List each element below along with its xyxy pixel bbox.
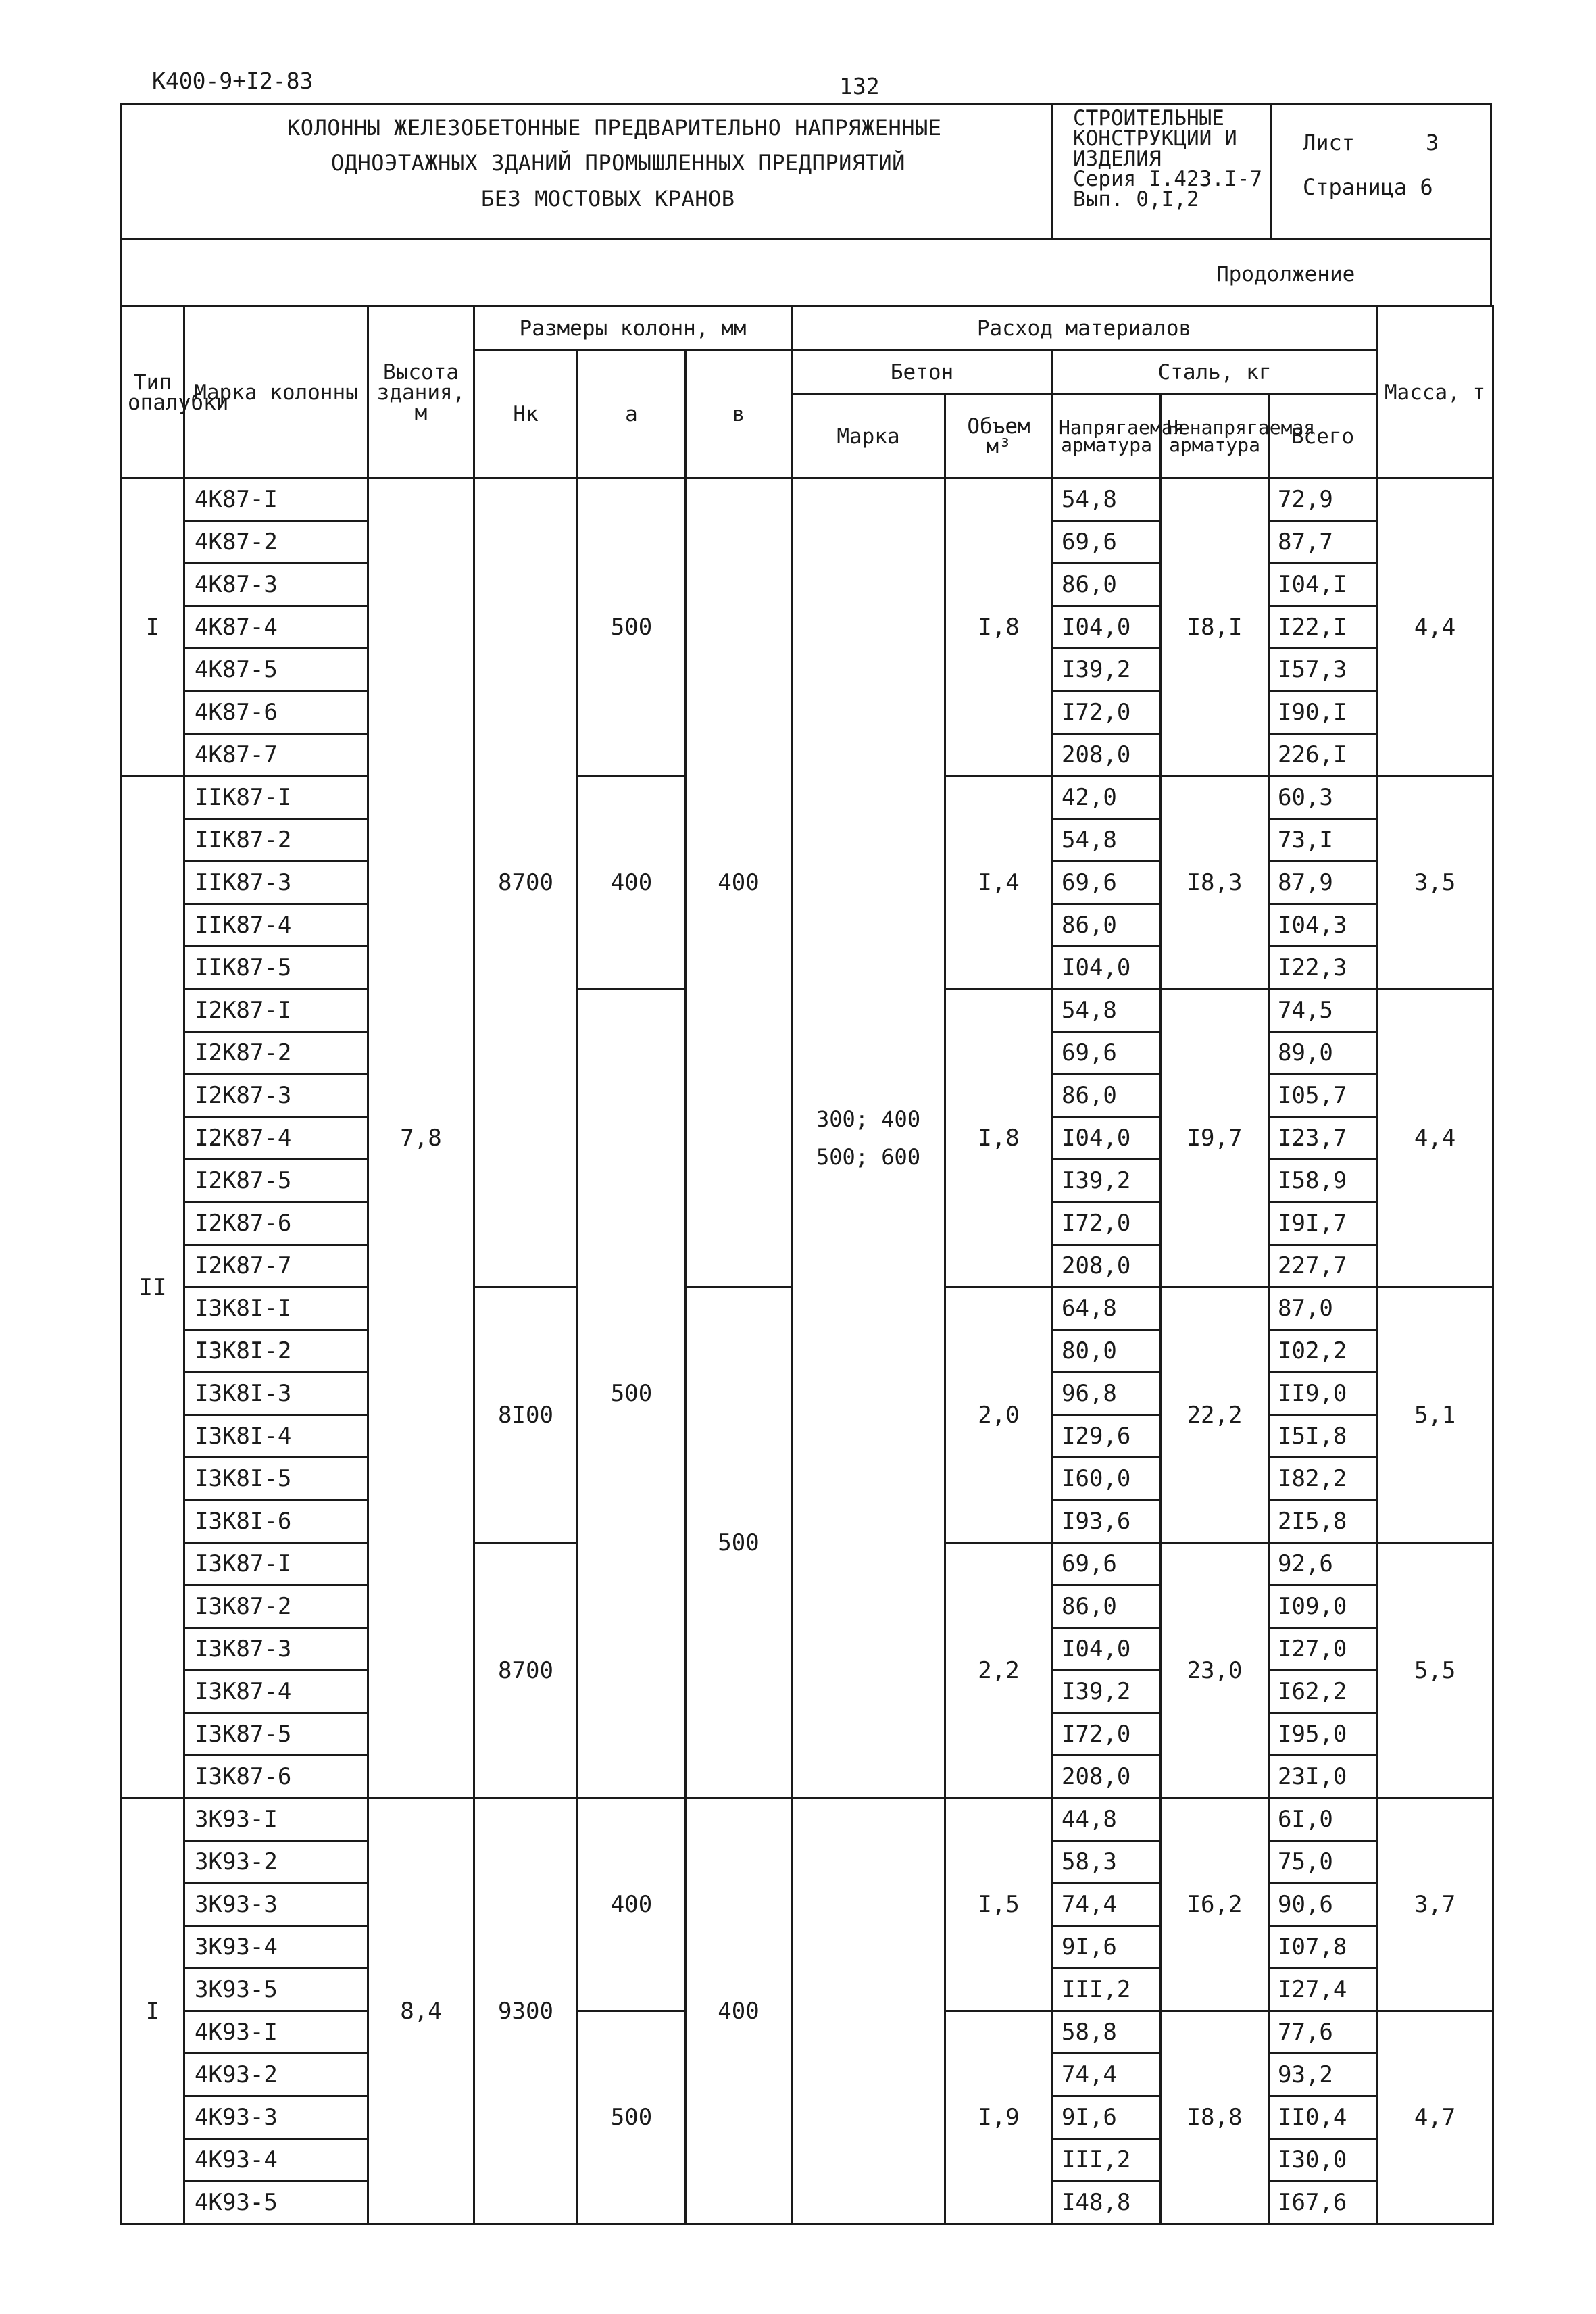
- dim-a-cell: 500: [578, 2011, 686, 2224]
- total-steel-cell: 227,7: [1269, 1245, 1377, 1287]
- total-steel-cell: 226,I: [1269, 734, 1377, 777]
- total-steel-cell: I22,I: [1269, 606, 1377, 649]
- column-mark-cell: 3К93-3: [184, 1884, 368, 1926]
- total-steel-cell: 90,6: [1269, 1884, 1377, 1926]
- column-mark-cell: I3К87-6: [184, 1756, 368, 1798]
- column-mark-cell: 3К93-5: [184, 1969, 368, 2011]
- columns-table: [120, 305, 1494, 2225]
- mass-cell: 3,7: [1377, 1798, 1493, 2011]
- prestressed-steel-cell: 96,8: [1053, 1373, 1161, 1415]
- column-mark-cell: 4К93-5: [184, 2182, 368, 2224]
- column-mark-cell: I3К8I-5: [184, 1458, 368, 1500]
- column-mark-cell: I3К87-5: [184, 1713, 368, 1756]
- col-total-header: Всего: [1269, 395, 1377, 478]
- column-mark-cell: I2К87-3: [184, 1075, 368, 1117]
- total-steel-cell: 2I5,8: [1269, 1500, 1377, 1543]
- header-divider-2: [1270, 103, 1272, 239]
- nonprestressed-steel-cell: I8,8: [1161, 2011, 1269, 2224]
- column-mark-cell: 4К87-6: [184, 691, 368, 734]
- building-height-cell: 8,4: [368, 1798, 474, 2224]
- prestressed-steel-cell: 208,0: [1053, 734, 1161, 777]
- page-number: 132: [839, 73, 880, 99]
- col-type-header: Тип опалубки: [122, 307, 184, 478]
- prestressed-steel-cell: I39,2: [1053, 1671, 1161, 1713]
- total-steel-cell: 89,0: [1269, 1032, 1377, 1075]
- mass-cell: 4,7: [1377, 2011, 1493, 2224]
- col-nonprestressed-header: Ненапрягаемая арматура: [1161, 395, 1269, 478]
- formwork-type-cell: II: [122, 777, 184, 1798]
- prestressed-steel-cell: 74,4: [1053, 1884, 1161, 1926]
- document-code: К400-9+I2-83: [152, 68, 314, 94]
- hk-cell: 8700: [474, 478, 578, 1287]
- col-height-header: Высота здания, м: [368, 307, 474, 478]
- prestressed-steel-cell: 9I,6: [1053, 2096, 1161, 2139]
- prestressed-steel-cell: 64,8: [1053, 1287, 1161, 1330]
- concrete-volume-cell: I,5: [945, 1798, 1053, 2011]
- prestressed-steel-cell: 58,3: [1053, 1841, 1161, 1884]
- total-steel-cell: I95,0: [1269, 1713, 1377, 1756]
- col-volume-header: Объем м³: [945, 395, 1053, 478]
- header-divider-1: [1051, 103, 1053, 239]
- column-mark-cell: 4К87-3: [184, 564, 368, 606]
- concrete-grade-cell: 300; 400 500; 600: [792, 478, 945, 1798]
- total-steel-cell: I57,3: [1269, 649, 1377, 691]
- mass-cell: 5,5: [1377, 1543, 1493, 1798]
- total-steel-cell: 74,5: [1269, 989, 1377, 1032]
- total-steel-cell: 77,6: [1269, 2011, 1377, 2054]
- dim-a-cell: 500: [578, 989, 686, 1798]
- prestressed-steel-cell: III,2: [1053, 2139, 1161, 2182]
- prestressed-steel-cell: 54,8: [1053, 478, 1161, 521]
- nonprestressed-steel-cell: I9,7: [1161, 989, 1269, 1287]
- column-mark-cell: I2К87-2: [184, 1032, 368, 1075]
- mass-cell: 3,5: [1377, 777, 1493, 989]
- prestressed-steel-cell: 69,6: [1053, 1032, 1161, 1075]
- total-steel-cell: I30,0: [1269, 2139, 1377, 2182]
- column-mark-cell: 3К93-2: [184, 1841, 368, 1884]
- total-steel-cell: I04,3: [1269, 904, 1377, 947]
- column-mark-cell: I2К87-5: [184, 1160, 368, 1202]
- prestressed-steel-cell: 42,0: [1053, 777, 1161, 819]
- column-mark-cell: IIК87-5: [184, 947, 368, 989]
- nonprestressed-steel-cell: I8,3: [1161, 777, 1269, 989]
- col-mass-header: Масса, т: [1377, 307, 1493, 478]
- column-mark-cell: 4К93-3: [184, 2096, 368, 2139]
- mass-cell: 5,1: [1377, 1287, 1493, 1543]
- prestressed-steel-cell: I04,0: [1053, 606, 1161, 649]
- dim-a-cell: 400: [578, 1798, 686, 2011]
- column-mark-cell: 3К93-4: [184, 1926, 368, 1969]
- sheet-label: Лист: [1303, 130, 1355, 155]
- total-steel-cell: 6I,0: [1269, 1798, 1377, 1841]
- prestressed-steel-cell: 86,0: [1053, 904, 1161, 947]
- series-box: СТРОИТЕЛЬНЫЕ КОНСТРУКЦИИ И ИЗДЕЛИЯ Серия I.423.I-7 Вып. 0,I,2: [1073, 106, 1262, 212]
- band-left-border: [120, 238, 122, 307]
- total-steel-cell: 92,6: [1269, 1543, 1377, 1585]
- column-mark-cell: 4К87-7: [184, 734, 368, 777]
- dim-a-cell: 500: [578, 478, 686, 777]
- mass-cell: 4,4: [1377, 989, 1493, 1287]
- prestressed-steel-cell: 208,0: [1053, 1245, 1161, 1287]
- column-mark-cell: I3К8I-2: [184, 1330, 368, 1373]
- nonprestressed-steel-cell: I6,2: [1161, 1798, 1269, 2011]
- hk-cell: 8700: [474, 1543, 578, 1798]
- table-header-row: [122, 307, 1493, 351]
- col-mark-header: Марка колонны: [184, 307, 368, 478]
- mass-cell: 4,4: [1377, 478, 1493, 777]
- column-mark-cell: I3К87-2: [184, 1585, 368, 1628]
- column-mark-cell: 4К87-2: [184, 521, 368, 564]
- col-beton-header: Бетон: [792, 351, 1053, 395]
- total-steel-cell: I05,7: [1269, 1075, 1377, 1117]
- prestressed-steel-cell: I04,0: [1053, 947, 1161, 989]
- page-label: Страница 6: [1303, 174, 1433, 200]
- column-mark-cell: I3К87-3: [184, 1628, 368, 1671]
- column-mark-cell: I3К87-4: [184, 1671, 368, 1713]
- prestressed-steel-cell: I04,0: [1053, 1628, 1161, 1671]
- prestressed-steel-cell: I72,0: [1053, 1713, 1161, 1756]
- total-steel-cell: 75,0: [1269, 1841, 1377, 1884]
- column-mark-cell: I2К87-4: [184, 1117, 368, 1160]
- total-steel-cell: 23I,0: [1269, 1756, 1377, 1798]
- prestressed-steel-cell: I72,0: [1053, 1202, 1161, 1245]
- total-steel-cell: 93,2: [1269, 2054, 1377, 2096]
- column-mark-cell: 4К87-5: [184, 649, 368, 691]
- concrete-volume-cell: I,8: [945, 478, 1053, 777]
- concrete-volume-cell: I,9: [945, 2011, 1053, 2224]
- column-mark-cell: 4К93-4: [184, 2139, 368, 2182]
- total-steel-cell: 72,9: [1269, 478, 1377, 521]
- prestressed-steel-cell: I29,6: [1053, 1415, 1161, 1458]
- col-b-header: в: [686, 351, 792, 478]
- prestressed-steel-cell: 86,0: [1053, 1075, 1161, 1117]
- prestressed-steel-cell: 86,0: [1053, 1585, 1161, 1628]
- title-line-1: КОЛОННЫ ЖЕЛЕЗОБЕТОННЫЕ ПРЕДВАРИТЕЛЬНО НАПРЯЖЕННЫЕ: [287, 115, 942, 141]
- header-left-border: [120, 103, 122, 239]
- total-steel-cell: 73,I: [1269, 819, 1377, 862]
- formwork-type-cell: I: [122, 478, 184, 777]
- col-prestressed-header: Напрягаемая арматура: [1053, 395, 1161, 478]
- column-mark-cell: I2К87-I: [184, 989, 368, 1032]
- column-mark-cell: 3К93-I: [184, 1798, 368, 1841]
- column-mark-cell: IIК87-4: [184, 904, 368, 947]
- column-mark-cell: 4К93-2: [184, 2054, 368, 2096]
- column-mark-cell: I2К87-6: [184, 1202, 368, 1245]
- prestressed-steel-cell: I04,0: [1053, 1117, 1161, 1160]
- band-right-border: [1490, 238, 1492, 307]
- total-steel-cell: I27,0: [1269, 1628, 1377, 1671]
- concrete-volume-cell: 2,0: [945, 1287, 1053, 1543]
- total-steel-cell: I82,2: [1269, 1458, 1377, 1500]
- concrete-grade-cell: [792, 1798, 945, 2224]
- total-steel-cell: II0,4: [1269, 2096, 1377, 2139]
- sheet-value: 3: [1426, 130, 1439, 155]
- nonprestressed-steel-cell: 23,0: [1161, 1543, 1269, 1798]
- concrete-volume-cell: I,8: [945, 989, 1053, 1287]
- prestressed-steel-cell: 69,6: [1053, 521, 1161, 564]
- total-steel-cell: I62,2: [1269, 1671, 1377, 1713]
- col-dims-header: Размеры колонн, мм: [474, 307, 792, 351]
- header-bottom-border: [120, 238, 1492, 240]
- nonprestressed-steel-cell: I8,I: [1161, 478, 1269, 777]
- dim-b-cell: 400: [686, 478, 792, 1287]
- prestressed-steel-cell: 74,4: [1053, 2054, 1161, 2096]
- column-mark-cell: I2К87-7: [184, 1245, 368, 1287]
- header-right-border: [1490, 103, 1492, 239]
- column-mark-cell: I3К8I-I: [184, 1287, 368, 1330]
- prestressed-steel-cell: 69,6: [1053, 862, 1161, 904]
- dim-b-cell: 400: [686, 1798, 792, 2224]
- building-height-cell: 7,8: [368, 478, 474, 1798]
- total-steel-cell: 87,9: [1269, 862, 1377, 904]
- total-steel-cell: 87,0: [1269, 1287, 1377, 1330]
- column-mark-cell: I3К87-I: [184, 1543, 368, 1585]
- total-steel-cell: I5I,8: [1269, 1415, 1377, 1458]
- prestressed-steel-cell: I39,2: [1053, 1160, 1161, 1202]
- col-beton-mark-header: Марка: [792, 395, 945, 478]
- column-mark-cell: IIК87-3: [184, 862, 368, 904]
- concrete-volume-cell: I,4: [945, 777, 1053, 989]
- title-line-2: ОДНОЭТАЖНЫХ ЗДАНИЙ ПРОМЫШЛЕННЫХ ПРЕДПРИЯТИЙ: [331, 150, 905, 176]
- col-steel-header: Сталь, кг: [1053, 351, 1377, 395]
- column-mark-cell: I3К8I-4: [184, 1415, 368, 1458]
- total-steel-cell: I23,7: [1269, 1117, 1377, 1160]
- total-steel-cell: I90,I: [1269, 691, 1377, 734]
- prestressed-steel-cell: I60,0: [1053, 1458, 1161, 1500]
- prestressed-steel-cell: I39,2: [1053, 649, 1161, 691]
- prestressed-steel-cell: 208,0: [1053, 1756, 1161, 1798]
- column-mark-cell: 4К93-I: [184, 2011, 368, 2054]
- total-steel-cell: II9,0: [1269, 1373, 1377, 1415]
- hk-cell: 8I00: [474, 1287, 578, 1543]
- total-steel-cell: I04,I: [1269, 564, 1377, 606]
- column-mark-cell: I3К8I-6: [184, 1500, 368, 1543]
- hk-cell: 9300: [474, 1798, 578, 2224]
- prestressed-steel-cell: 69,6: [1053, 1543, 1161, 1585]
- prestressed-steel-cell: 86,0: [1053, 564, 1161, 606]
- total-steel-cell: I09,0: [1269, 1585, 1377, 1628]
- column-mark-cell: 4К87-4: [184, 606, 368, 649]
- continuation-label: Продолжение: [1216, 262, 1355, 287]
- total-steel-cell: I02,2: [1269, 1330, 1377, 1373]
- col-hk-header: Нк: [474, 351, 578, 478]
- total-steel-cell: I58,9: [1269, 1160, 1377, 1202]
- prestressed-steel-cell: 54,8: [1053, 819, 1161, 862]
- header-top-border: [120, 103, 1492, 105]
- prestressed-steel-cell: I93,6: [1053, 1500, 1161, 1543]
- prestressed-steel-cell: 80,0: [1053, 1330, 1161, 1373]
- dim-b-cell: 500: [686, 1287, 792, 1798]
- total-steel-cell: 87,7: [1269, 521, 1377, 564]
- total-steel-cell: I22,3: [1269, 947, 1377, 989]
- table-row: [122, 478, 1493, 521]
- column-mark-cell: IIК87-I: [184, 777, 368, 819]
- total-steel-cell: I67,6: [1269, 2182, 1377, 2224]
- dim-a-cell: 400: [578, 777, 686, 989]
- prestressed-steel-cell: 54,8: [1053, 989, 1161, 1032]
- column-mark-cell: I3К8I-3: [184, 1373, 368, 1415]
- col-materials-header: Расход материалов: [792, 307, 1377, 351]
- prestressed-steel-cell: I48,8: [1053, 2182, 1161, 2224]
- column-mark-cell: 4К87-I: [184, 478, 368, 521]
- column-mark-cell: IIК87-2: [184, 819, 368, 862]
- prestressed-steel-cell: III,2: [1053, 1969, 1161, 2011]
- concrete-volume-cell: 2,2: [945, 1543, 1053, 1798]
- total-steel-cell: I07,8: [1269, 1926, 1377, 1969]
- prestressed-steel-cell: 9I,6: [1053, 1926, 1161, 1969]
- prestressed-steel-cell: I72,0: [1053, 691, 1161, 734]
- table-row: [122, 1798, 1493, 1841]
- total-steel-cell: I9I,7: [1269, 1202, 1377, 1245]
- prestressed-steel-cell: 44,8: [1053, 1798, 1161, 1841]
- total-steel-cell: I27,4: [1269, 1969, 1377, 2011]
- nonprestressed-steel-cell: 22,2: [1161, 1287, 1269, 1543]
- formwork-type-cell: I: [122, 1798, 184, 2224]
- prestressed-steel-cell: 58,8: [1053, 2011, 1161, 2054]
- total-steel-cell: 60,3: [1269, 777, 1377, 819]
- title-line-3: БЕЗ МОСТОВЫХ КРАНОВ: [481, 186, 735, 212]
- col-a-header: а: [578, 351, 686, 478]
